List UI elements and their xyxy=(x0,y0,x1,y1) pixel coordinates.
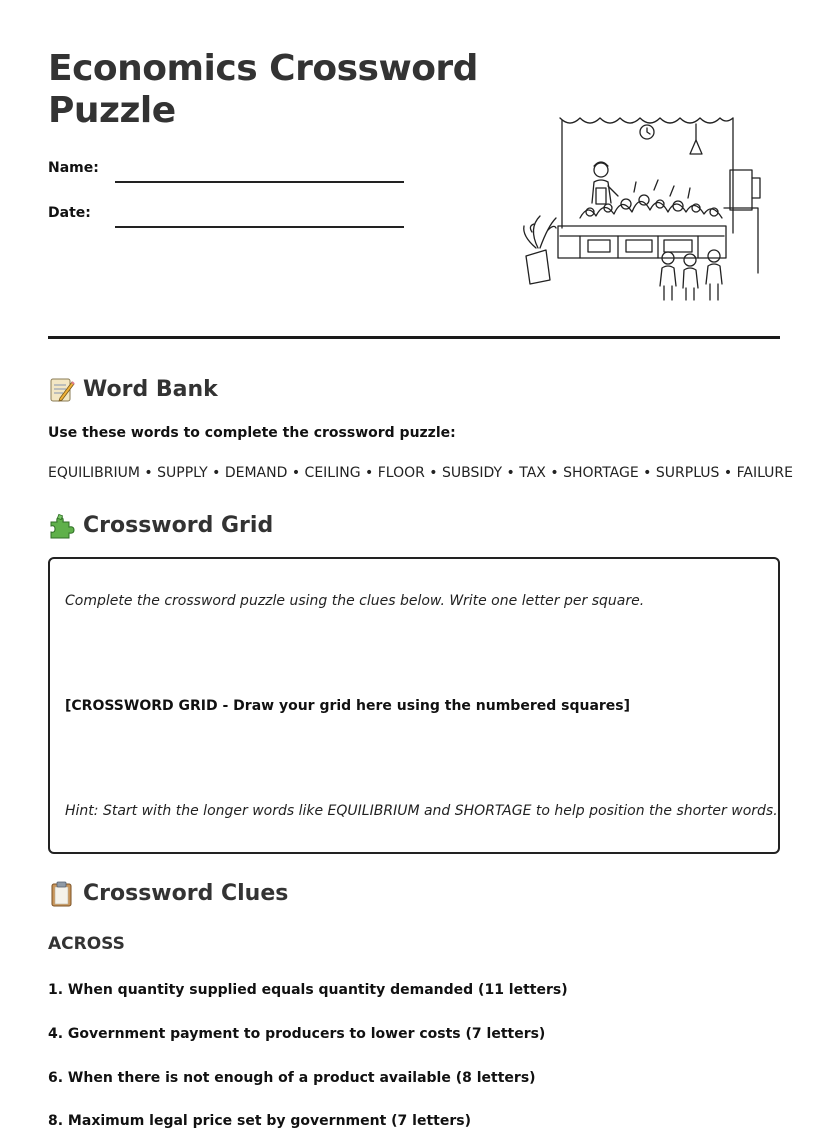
word-bank-word: SUBSIDY xyxy=(442,465,503,481)
crossword-grid-box[interactable] xyxy=(48,557,780,854)
word-bank-word: DEMAND xyxy=(224,465,288,481)
crossword-grid-heading-text: Crossword Grid xyxy=(83,512,274,538)
across-label: ACROSS xyxy=(48,934,125,954)
word-bank-word: SHORTAGE xyxy=(563,465,639,481)
word-separator: • xyxy=(719,465,737,481)
market-stall-illustration xyxy=(518,108,768,308)
word-separator: • xyxy=(287,465,305,481)
word-bank-word: TAX xyxy=(519,465,546,481)
clipboard-icon xyxy=(48,880,75,907)
clue-across-1: 1. When quantity supplied equals quantity demanded (11 letters) xyxy=(48,982,568,998)
crossword-clues-heading xyxy=(48,878,288,908)
name-label: Name: xyxy=(48,160,99,176)
word-bank-word: FLOOR xyxy=(377,465,425,481)
header-divider xyxy=(48,336,780,339)
grid-placeholder: [CROSSWORD GRID - Draw your grid here using the numbered squares] xyxy=(65,698,631,714)
name-field-row xyxy=(48,160,408,186)
clue-across-6: 6. When there is not enough of a product available (8 letters) xyxy=(48,1070,536,1086)
clue-across-8: 8. Maximum legal price set by government (7 letters) xyxy=(48,1113,471,1129)
word-bank-word: CEILING xyxy=(304,465,361,481)
date-line[interactable] xyxy=(115,226,404,228)
word-bank-word: FAILURE xyxy=(736,465,794,481)
word-bank-list xyxy=(48,465,794,481)
word-bank-instruction: Use these words to complete the crossword puzzle: xyxy=(48,425,456,441)
page-title: Economics Crossword Puzzle xyxy=(48,48,478,131)
name-line[interactable] xyxy=(115,181,404,183)
word-bank-word: SUPPLY xyxy=(157,465,208,481)
word-bank-word: SURPLUS xyxy=(655,465,720,481)
memo-icon xyxy=(48,376,75,403)
word-bank-heading xyxy=(48,374,218,404)
crossword-clues-heading-text: Crossword Clues xyxy=(83,880,289,906)
word-separator: • xyxy=(502,465,520,481)
date-label: Date: xyxy=(48,205,91,221)
word-separator: • xyxy=(139,465,158,481)
grid-instruction: Complete the crossword puzzle using the clues below. Write one letter per square. xyxy=(65,593,645,609)
puzzle-piece-icon xyxy=(48,512,75,539)
date-field-row xyxy=(48,205,408,231)
clue-across-4: 4. Government payment to producers to lower costs (7 letters) xyxy=(48,1026,546,1042)
word-separator: • xyxy=(360,465,378,481)
word-separator: • xyxy=(638,465,656,481)
word-bank-heading-text: Word Bank xyxy=(83,376,218,402)
word-separator: • xyxy=(545,465,564,481)
word-separator: • xyxy=(207,465,225,481)
word-bank-word: EQUILIBRIUM xyxy=(48,465,140,481)
word-separator: • xyxy=(424,465,443,481)
grid-hint: Hint: Start with the longer words like EQUILIBRIUM and SHORTAGE to help position the shorter words. xyxy=(65,803,778,819)
crossword-grid-heading xyxy=(48,510,273,540)
